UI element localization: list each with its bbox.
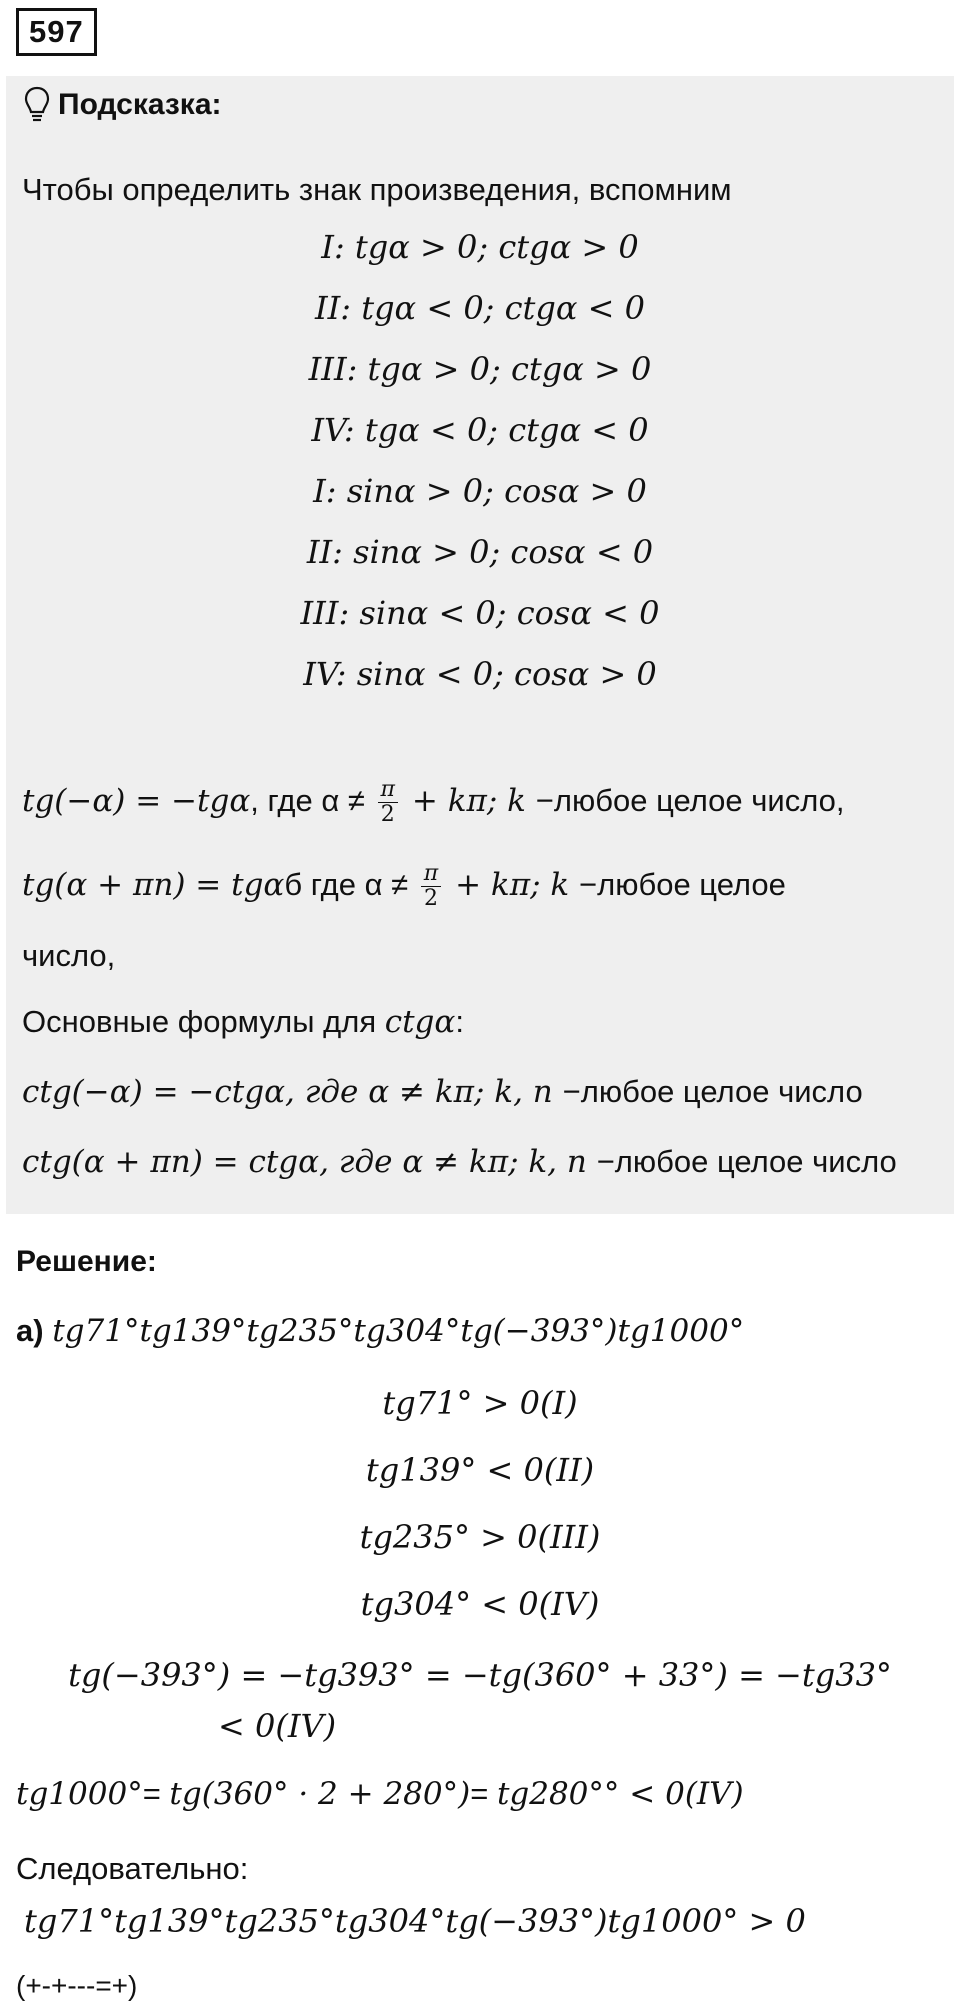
ctg-period-formula: ctg(α + πn) = ctgα, где α ≠ kπ; k, n −любое целое число — [22, 1144, 897, 1180]
pi-over-2-fraction: $\frac{\pi}{2}$ — [378, 778, 398, 827]
pi-over-2-fraction: $\frac{\pi}{2}$ — [421, 862, 441, 911]
quadrant-rule: III: tgα > 0; ctgα > 0 — [308, 350, 652, 388]
neg393-line: tg(−393°) = −tg393° = −tg(360° + 33°) = −tg33° — [68, 1656, 892, 1694]
quadrant-rule: I: sinα > 0; cosα > 0 — [313, 472, 647, 510]
hint-title: Подсказка: — [58, 88, 222, 121]
sign-line: tg304° < 0(IV) — [360, 1585, 600, 1623]
ctg-odd-formula: ctg(−α) = −ctgα, где α ≠ kπ; k, n −любое целое число — [22, 1074, 863, 1110]
quadrant-rule: II: tgα < 0; ctgα < 0 — [314, 289, 646, 327]
ctg-heading: Основные формулы для ctgα: — [22, 1004, 464, 1040]
part-label: а) — [16, 1313, 44, 1348]
sign-line: tg139° < 0(II) — [365, 1451, 595, 1489]
tg1000-line: tg1000°= tg(360° · 2 + 280°)= tg280°° < 0(IV) — [16, 1776, 744, 1812]
quadrant-rule: IV: tgα < 0; ctgα < 0 — [311, 411, 649, 449]
therefore-label: Следовательно: — [16, 1851, 249, 1886]
quadrant-rule: II: sinα > 0; cosα < 0 — [306, 533, 654, 571]
tg-period-continuation: число, — [22, 938, 116, 973]
sign-line: tg235° > 0(III) — [359, 1518, 601, 1556]
problem-number: 597 — [16, 8, 97, 56]
solution-expression: а) tg71°tg139°tg235°tg304°tg(−393°)tg1000° — [16, 1313, 745, 1349]
quadrant-rule: IV: sinα < 0; cosα > 0 — [303, 655, 657, 693]
hint-panel — [6, 76, 954, 1214]
quadrant-rule: I: tgα > 0; ctgα > 0 — [321, 228, 639, 266]
tg-odd-formula: tg(−α) = −tgα, где α ≠ $\frac{\pi}{2}$ + kπ; k −любое целое число, — [22, 777, 845, 828]
sign-product: (+-+---=+) — [16, 1970, 138, 2001]
lightbulb-icon — [24, 86, 50, 124]
solution-title: Решение: — [16, 1245, 157, 1278]
hint-header — [24, 86, 222, 124]
hint-intro: Чтобы определить знак произведения, вспомним — [22, 172, 732, 207]
tg-period-formula: tg(α + πn) = tgαб где α ≠ $\frac{\pi}{2}$ + kπ; k −любое целое — [22, 861, 786, 912]
neg393-continuation: < 0(IV) — [218, 1707, 337, 1745]
quadrant-rule: III: sinα < 0; cosα < 0 — [300, 594, 660, 632]
conclusion: tg71°tg139°tg235°tg304°tg(−393°)tg1000° > 0 — [24, 1902, 806, 1940]
sign-line: tg71° > 0(I) — [382, 1384, 578, 1422]
